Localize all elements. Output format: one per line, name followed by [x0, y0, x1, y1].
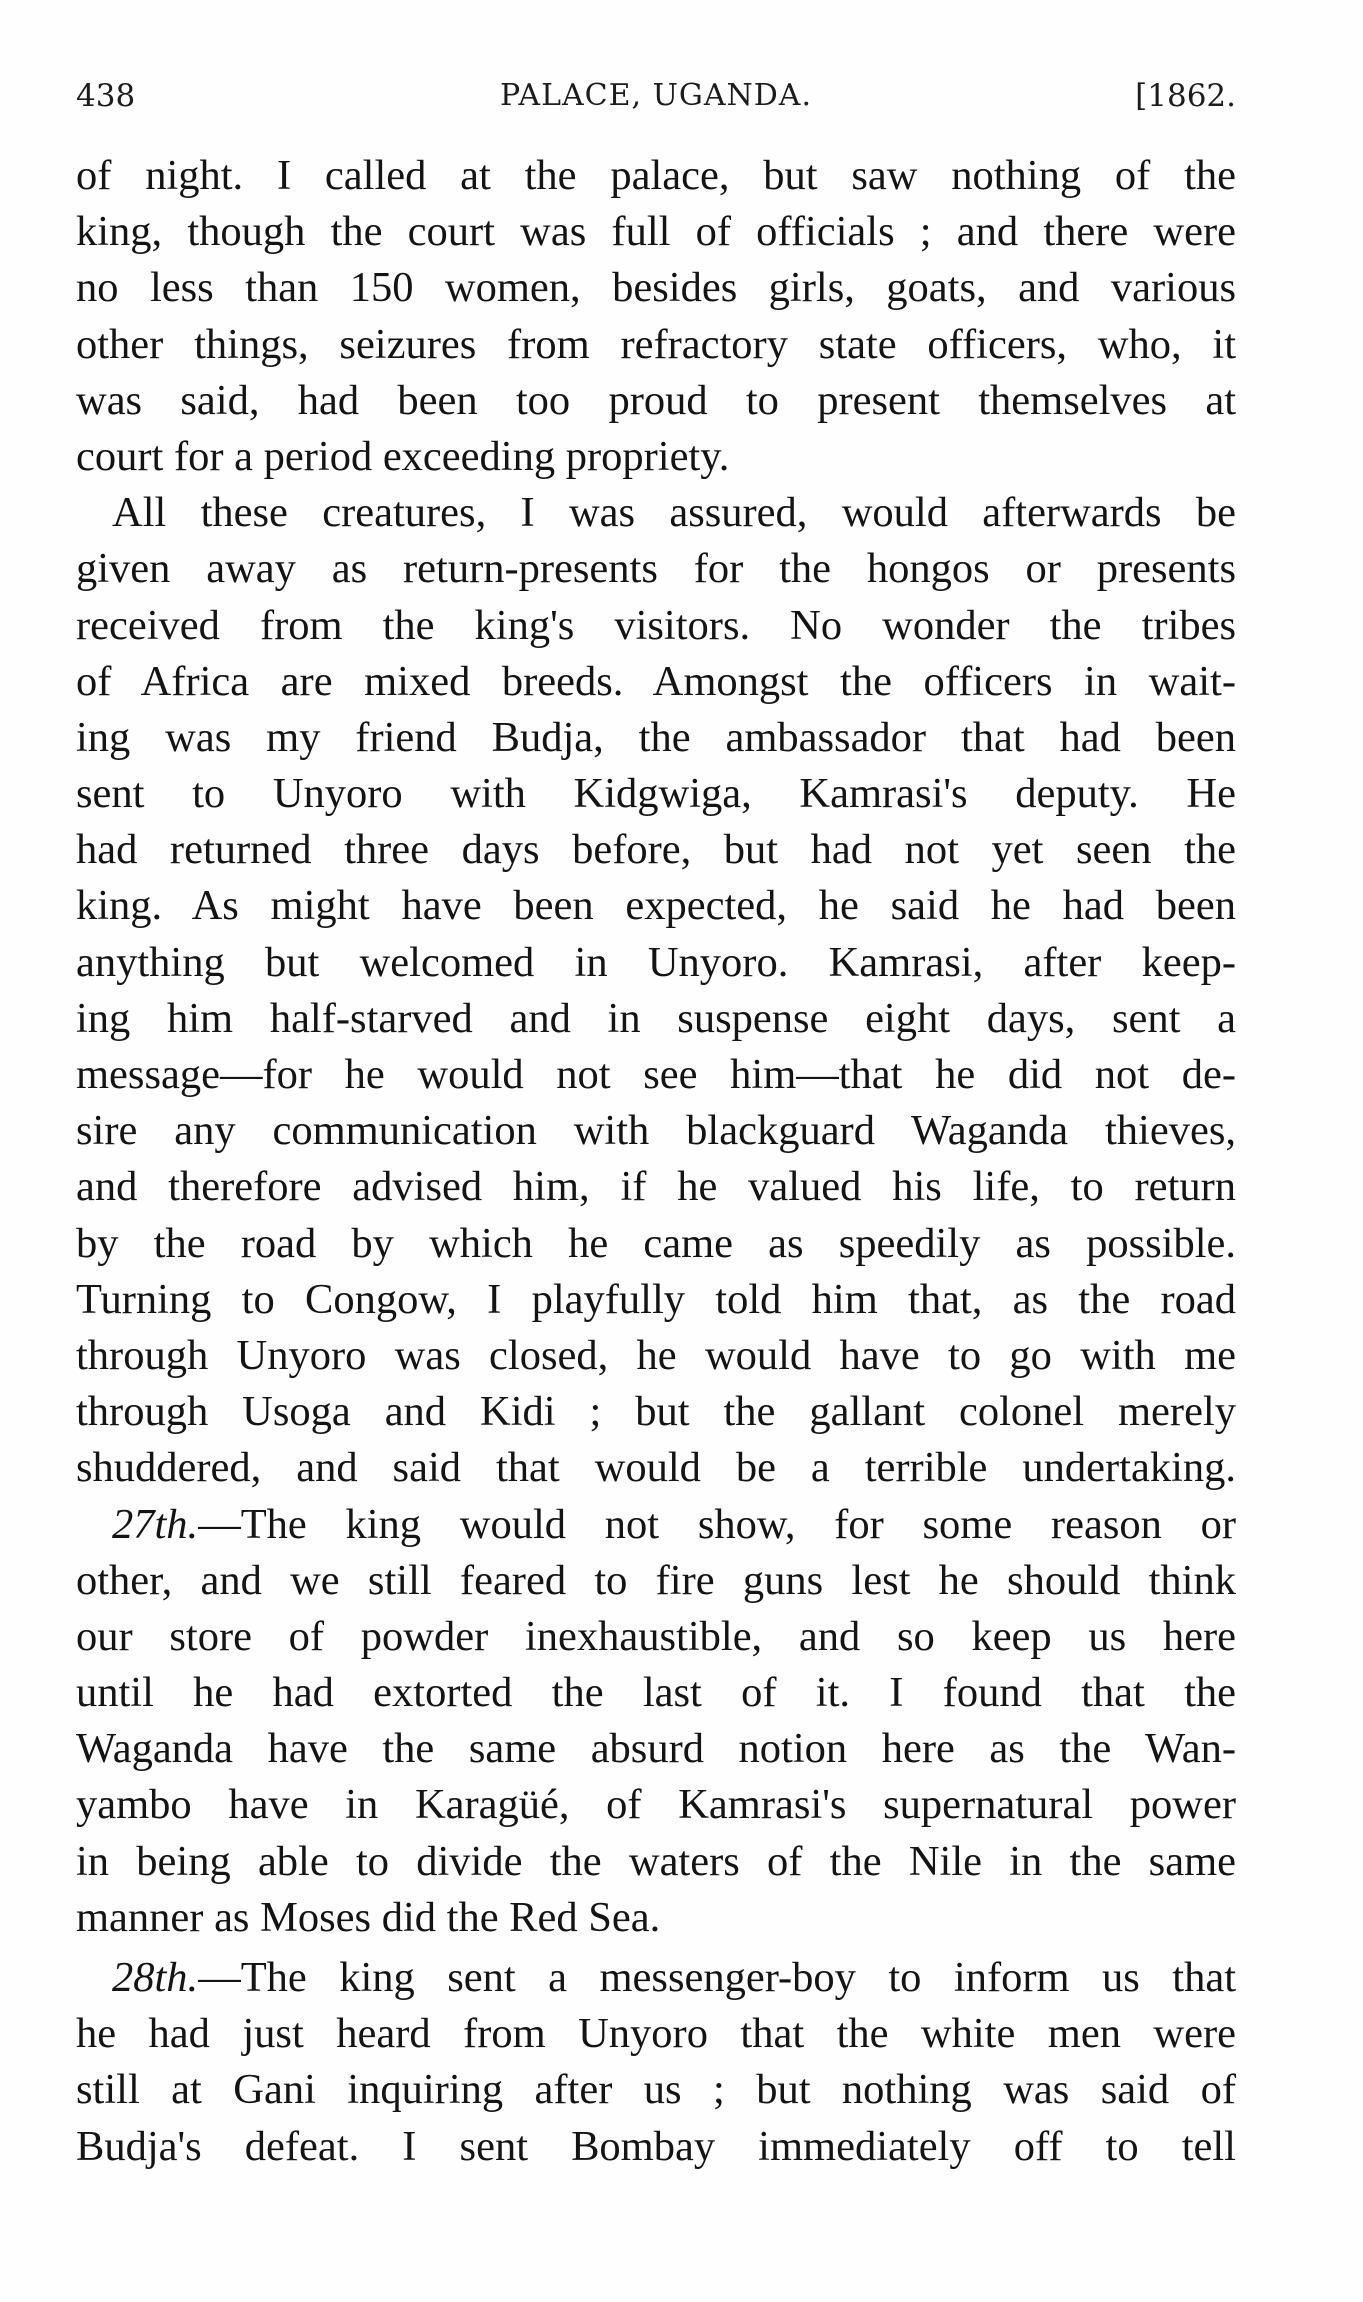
- text-line: he had just heard from Unyoro that the white men were: [76, 2010, 1236, 2058]
- text-line: yambo have in Karagüé, of Kamrasi's supernatural power: [76, 1781, 1236, 1829]
- text-line: Turning to Congow, I playfully told him that, as the road: [76, 1275, 1236, 1323]
- running-year: [1862.: [1135, 78, 1236, 114]
- text-line: All these creatures, I was assured, would afterwards be: [112, 489, 1236, 537]
- text-line: through Unyoro was closed, he would have to go with me: [76, 1331, 1236, 1379]
- text-line: king. As might have been expected, he said he had been: [76, 882, 1236, 930]
- text-line: court for a period exceeding propriety.: [76, 432, 730, 480]
- text-line: received from the king's visitors. No wonder the tribes: [76, 601, 1236, 649]
- text-line: sent to Unyoro with Kidgwiga, Kamrasi's deputy. He: [76, 770, 1236, 818]
- text-line-dated: [76, 1950, 1236, 2006]
- text-line: still at Gani inquiring after us ; but nothing was said of: [76, 2066, 1236, 2114]
- text-line-rest: —The king sent a messenger-boy to inform us that: [198, 1954, 1236, 2001]
- text-line: and therefore advised him, if he valued his life, to return: [76, 1163, 1236, 1211]
- text-line: anything but welcomed in Unyoro. Kamrasi, after keep-: [76, 938, 1236, 986]
- text-line: by the road by which he came as speedily as possible.: [76, 1219, 1236, 1267]
- text-line: was said, had been too proud to present themselves at: [76, 376, 1236, 424]
- body-text: [76, 148, 1236, 2175]
- text-line: ing him half-starved and in suspense eight days, sent a: [76, 994, 1236, 1042]
- text-line: through Usoga and Kidi ; but the gallant colonel merely: [76, 1388, 1236, 1436]
- text-line: in being able to divide the waters of the Nile in the same: [76, 1837, 1236, 1885]
- text-line: until he had extorted the last of it. I found that the: [76, 1669, 1236, 1717]
- text-line: Budja's defeat. I sent Bombay immediately off to tell: [76, 2122, 1236, 2170]
- text-line: ing was my friend Budja, the ambassador that had been: [76, 713, 1236, 761]
- text-line-dated: [76, 1497, 1236, 1553]
- text-line: other, and we still feared to fire guns lest he should think: [76, 1556, 1236, 1604]
- text-line: message—for he would not see him—that he did not de-: [76, 1051, 1236, 1098]
- text-line: no less than 150 women, besides girls, goats, and various: [76, 264, 1236, 312]
- text-line: given away as return-presents for the hongos or presents: [76, 545, 1236, 593]
- entry-date-27: 27th.: [112, 1500, 199, 1548]
- text-line: our store of powder inexhaustible, and so keep us here: [76, 1612, 1236, 1660]
- text-line: of Africa are mixed breeds. Amongst the officers in wait-: [76, 657, 1236, 705]
- running-title: PALACE, UGANDA.: [499, 78, 813, 113]
- text-line: manner as Moses did the Red Sea.: [76, 1893, 661, 1941]
- entry-date-28: 28th.: [112, 1954, 199, 2001]
- text-line: Waganda have the same absurd notion here as the Wan-: [76, 1725, 1236, 1773]
- text-line: king, though the court was full of officials ; and there were: [76, 208, 1236, 256]
- text-line: other things, seizures from refractory state officers, who, it: [76, 320, 1236, 368]
- text-line-rest: —The king would not show, for some reason or: [198, 1500, 1236, 1548]
- text-line: had returned three days before, but had not yet seen the: [76, 826, 1236, 874]
- text-line: sire any communication with blackguard Waganda thieves,: [76, 1107, 1236, 1155]
- page-number: 438: [76, 78, 136, 114]
- text-line: shuddered, and said that would be a terrible undertaking.: [76, 1444, 1236, 1492]
- text-line: of night. I called at the palace, but saw nothing of the: [76, 152, 1236, 199]
- running-head: [76, 66, 1236, 126]
